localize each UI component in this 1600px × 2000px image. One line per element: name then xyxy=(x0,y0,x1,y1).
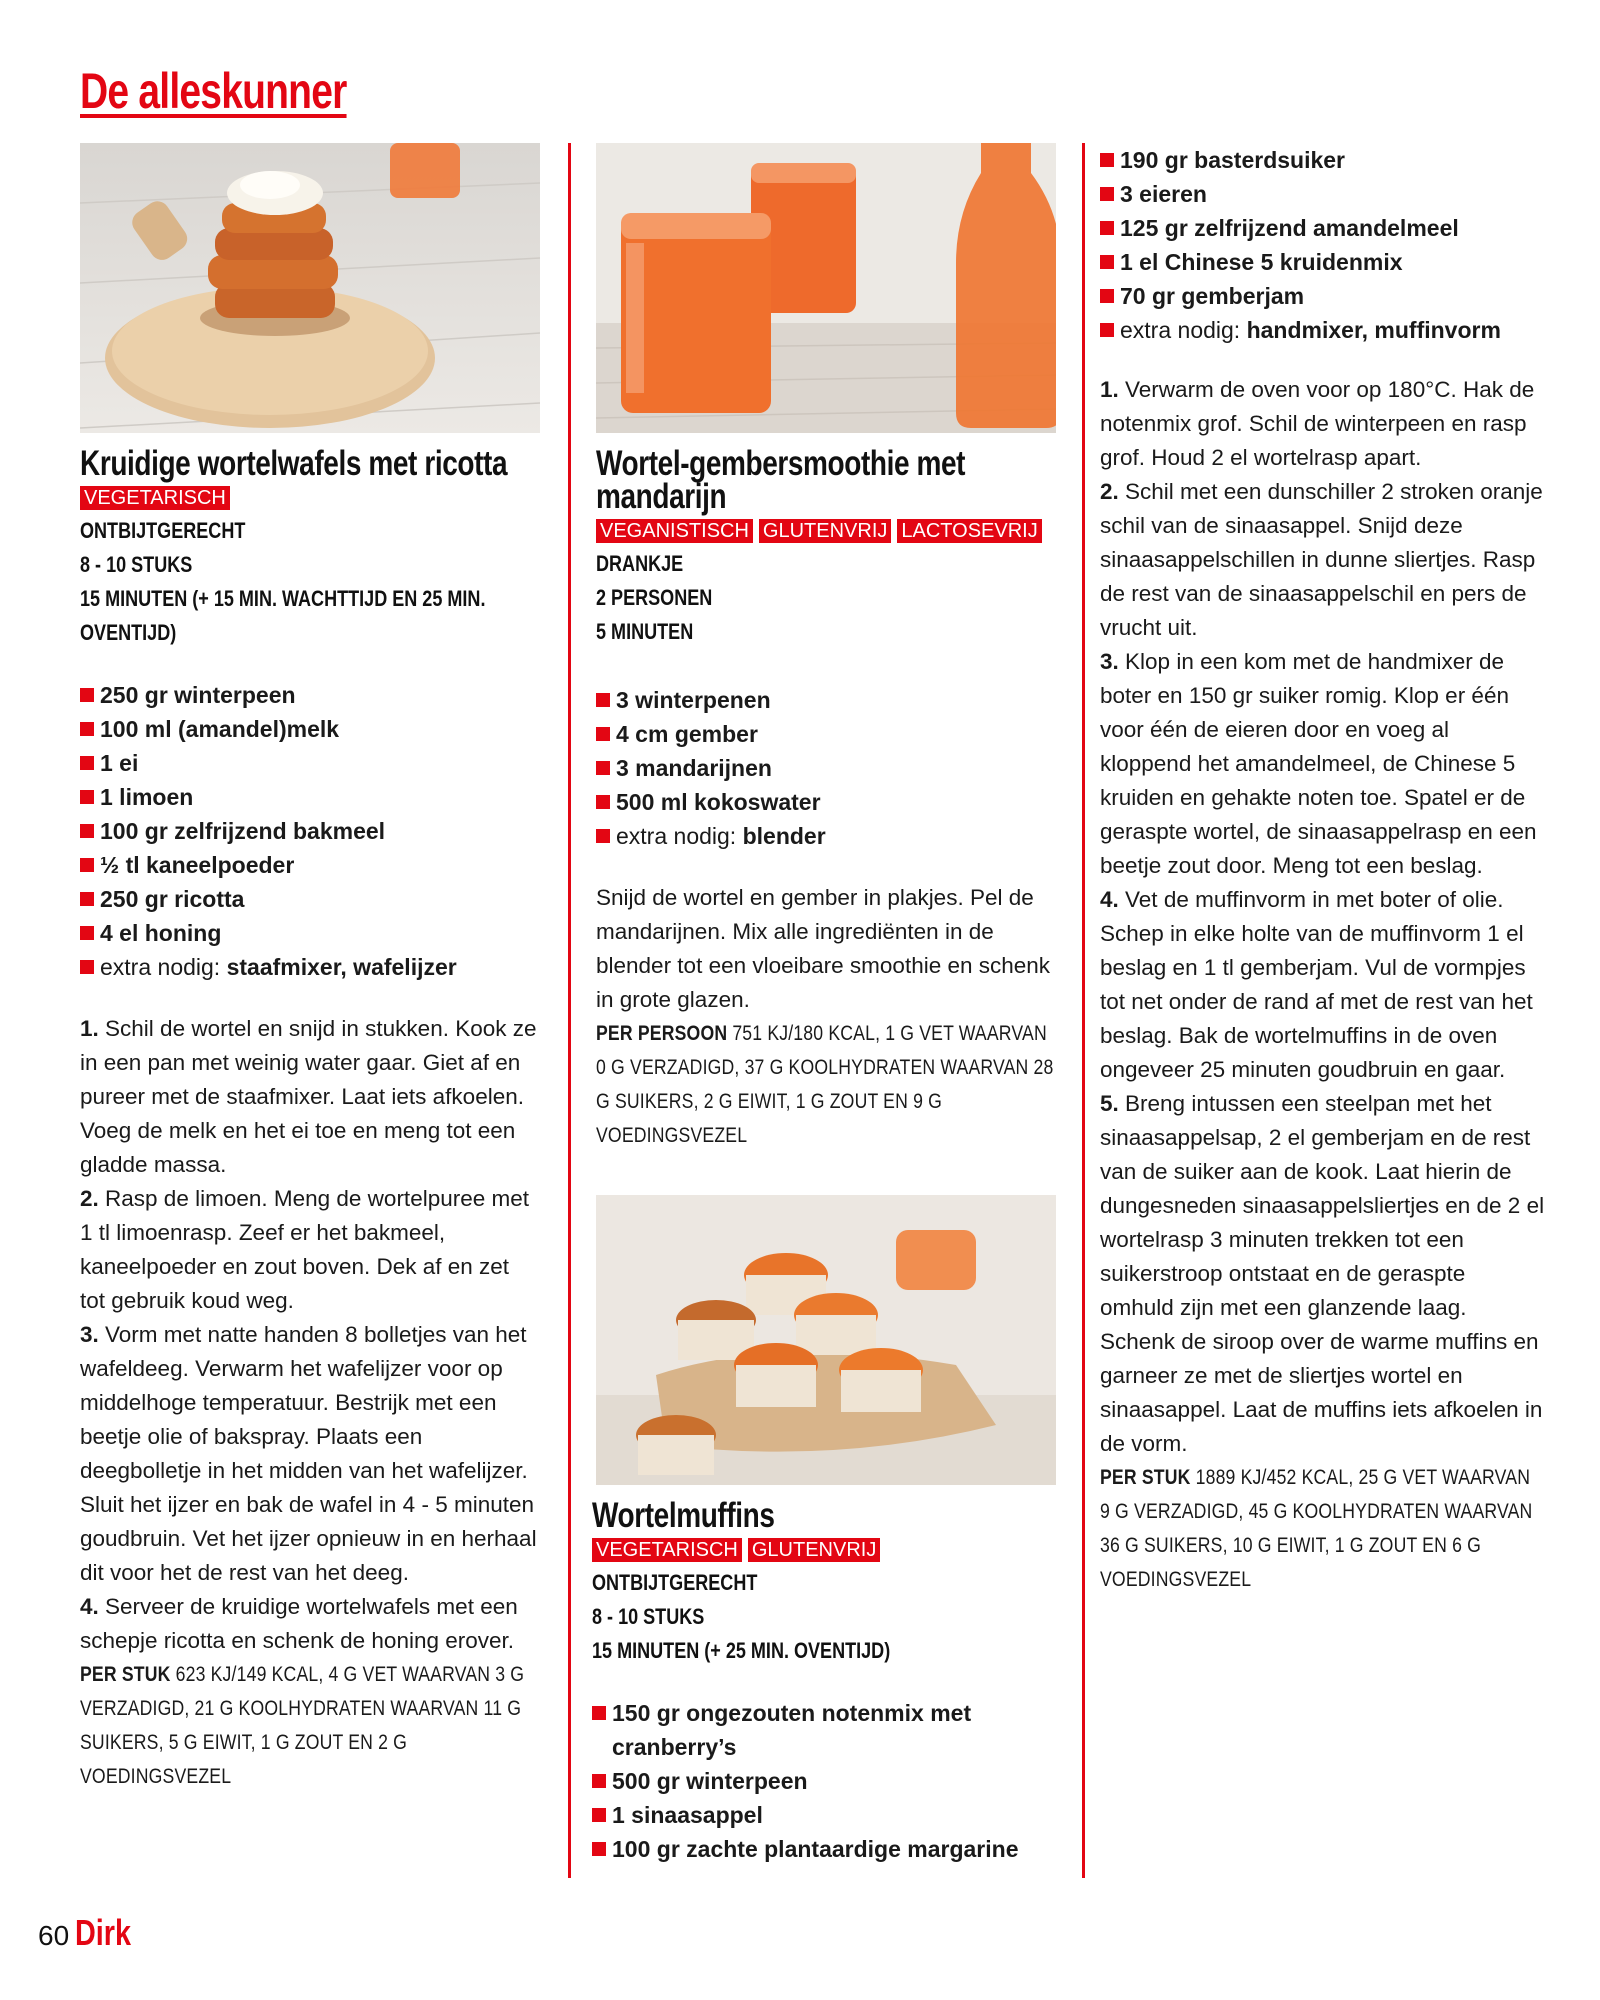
nutrition-lead: PER STUK xyxy=(80,1663,171,1686)
ingredient: 3 winterpenen xyxy=(596,683,1056,717)
column-divider xyxy=(568,143,571,1878)
recipe-type: ONTBIJTGERECHT xyxy=(592,1570,758,1595)
recipe-title: Kruidige wortelwafels met ricotta xyxy=(80,444,508,483)
extra-value: staafmixer, wafelijzer xyxy=(226,954,457,980)
step xyxy=(80,1182,540,1318)
extra-value: blender xyxy=(742,823,826,849)
step-number: 3. xyxy=(1100,649,1119,674)
nutrition-values: 623 KJ/149 KCAL, 4 G VET WAARVAN 3 G VERZADIGD, 21 G KOOLHYDRATEN WAARVAN 11 G SUIKERS, 5 G EIWIT, 1 G ZOUT EN 2 G VOEDINGSVEZEL xyxy=(80,1663,525,1788)
step xyxy=(80,1012,540,1182)
ingredient: 100 ml (amandel)melk xyxy=(80,712,540,746)
muffins-photo xyxy=(596,1195,1056,1485)
step-number: 5. xyxy=(1100,1091,1119,1116)
ingredient: 3 mandarijnen xyxy=(596,751,1056,785)
recipe-time: 15 MINUTEN (+ 15 MIN. WACHTTIJD EN 25 MIN. OVENTIJD) xyxy=(80,586,486,645)
recipe-servings: 8 - 10 STUKS xyxy=(592,1604,705,1629)
step xyxy=(1100,645,1545,883)
nutrition-lead: PER PERSOON xyxy=(596,1022,728,1045)
diet-tag: VEGANISTISCH xyxy=(596,519,753,543)
nutrition-info xyxy=(80,1658,540,1794)
ingredient-list xyxy=(80,678,540,984)
method-steps xyxy=(80,1012,540,1658)
waffles-photo xyxy=(80,143,540,433)
extra-equipment xyxy=(596,819,1056,853)
step-number: 2. xyxy=(80,1186,99,1211)
ingredient-list xyxy=(596,683,1056,853)
diet-tag: VEGETARISCH xyxy=(592,1538,742,1562)
nutrition-lead: PER STUK xyxy=(1100,1466,1191,1489)
step-text: Vet de muffinvorm in met boter of olie. Schep in elke holte van de muffinvorm 1 el beslag en 1 tl gemberjam. Vul de vormpjes tot net onder de rand af met de rest van het beslag. Bak de wortelmuffins in de oven ongeveer 25 minuten goudbruin en gaar. xyxy=(1100,887,1533,1082)
page-footer xyxy=(38,1912,145,1954)
method-text: Snijd de wortel en gember in plakjes. Pel de mandarijnen. Mix alle ingrediënten in de blender tot een vloeibare smoothie en schenk in grote glazen. xyxy=(596,885,1051,1012)
ingredient: 1 el Chinese 5 kruidenmix xyxy=(1100,245,1545,279)
diet-tags xyxy=(80,486,540,510)
step-text: Rasp de limoen. Meng de wortelpuree met 1 tl limoenrasp. Zeef er het bakmeel, kaneelpoeder en zout boven. Dek af en zet tot gebruik koud weg. xyxy=(80,1186,530,1313)
nutrition-values: 751 KJ/180 KCAL, 1 G VET WAARVAN 0 G VERZADIGD, 37 G KOOLHYDRATEN WAARVAN 28 G SUIKERS, 2 G EIWIT, 1 G ZOUT EN 9 G VOEDINGSVEZEL xyxy=(596,1022,1054,1147)
ingredient: 100 gr zachte plantaardige margarine xyxy=(592,1832,1062,1866)
step-number: 2. xyxy=(1100,479,1119,504)
method-steps xyxy=(596,881,1056,1017)
ingredient: 1 ei xyxy=(80,746,540,780)
diet-tags xyxy=(592,1538,1062,1562)
step-text: Vorm met natte handen 8 bolletjes van het wafeldeeg. Verwarm het wafelijzer voor op middelhoge temperatuur. Bestrijk met een beetje olie of bakspray. Plaats een deegbolletje in het midden van het wafelijzer. Sluit het ijzer en bak de wafel in 4 - 5 minuten goudbruin. Vet het ijzer opnieuw in en herhaal dit voor het de rest van het deeg. xyxy=(80,1322,537,1585)
step-text: Klop in een kom met de handmixer de boter en 150 gr suiker romig. Klop er één voor één de eieren door en voeg al kloppend het amandelmeel, de Chinese 5 kruiden en gehakte noten toe. Spatel er de geraspte wortel, de sinaasappelrasp en een beetje zout door. Meng tot een beslag. xyxy=(1100,649,1537,878)
step xyxy=(1100,1087,1545,1461)
step-number: 3. xyxy=(80,1322,99,1347)
extra-equipment xyxy=(1100,313,1545,347)
ingredient: 250 gr ricotta xyxy=(80,882,540,916)
recipe-wortelmuffins xyxy=(592,1195,1062,1866)
extra-label: extra nodig: xyxy=(616,823,737,849)
diet-tag: VEGETARISCH xyxy=(80,486,230,510)
recipe-time: 15 MINUTEN (+ 25 MIN. OVENTIJD) xyxy=(592,1638,891,1663)
ingredient: 70 gr gemberjam xyxy=(1100,279,1545,313)
step-text: Serveer de kruidige wortelwafels met een schepje ricotta en schenk de honing erover. xyxy=(80,1594,518,1653)
ingredient: 150 gr ongezouten notenmix met cranberry’s xyxy=(592,1696,1062,1764)
step-text: Schil met een dunschiller 2 stroken oranje schil van de sinaasappel. Snijd deze sinaasappelschillen in dunne sliertjes. Rasp de rest van de sinaasappelschil en pers de vrucht uit. xyxy=(1100,479,1543,640)
ingredient: 500 gr winterpeen xyxy=(592,1764,1062,1798)
recipe-type: ONTBIJTGERECHT xyxy=(80,518,246,543)
ingredient: 1 sinaasappel xyxy=(592,1798,1062,1832)
diet-tag: GLUTENVRIJ xyxy=(759,519,891,543)
nutrition-info xyxy=(1100,1461,1545,1597)
extra-equipment xyxy=(80,950,540,984)
step-number: 1. xyxy=(1100,377,1119,402)
ingredient: ½ tl kaneelpoeder xyxy=(80,848,540,882)
recipe-wortelmuffins-continued xyxy=(1100,143,1545,1597)
ingredient: 190 gr basterdsuiker xyxy=(1100,143,1545,177)
step xyxy=(80,1590,540,1658)
ingredient: 1 limoen xyxy=(80,780,540,814)
recipe-wortelwafels xyxy=(80,143,540,1794)
step xyxy=(1100,373,1545,475)
page-title: De alleskunner xyxy=(80,63,347,119)
step-number: 1. xyxy=(80,1016,99,1041)
smoothie-photo xyxy=(596,143,1056,433)
page-number: 60 xyxy=(38,1920,70,1951)
ingredient: 4 cm gember xyxy=(596,717,1056,751)
diet-tag: GLUTENVRIJ xyxy=(748,1538,880,1562)
step-text: Schil de wortel en snijd in stukken. Kook ze in een pan met weinig water gaar. Giet af en pureer met de staafmixer. Laat iets afkoelen. Voeg de melk en het ei toe en meng tot een gladde massa. xyxy=(80,1016,537,1177)
column-divider xyxy=(1082,143,1085,1878)
recipe-title: Wortelmuffins xyxy=(592,1496,775,1535)
step xyxy=(1100,883,1545,1087)
ingredient-list xyxy=(1100,143,1545,347)
recipe-smoothie xyxy=(596,143,1056,1153)
ingredient-list xyxy=(592,1696,1062,1866)
ingredient: 250 gr winterpeen xyxy=(80,678,540,712)
extra-label: extra nodig: xyxy=(1120,317,1241,343)
recipe-time: 5 MINUTEN xyxy=(596,619,694,644)
step-text: Verwarm de oven voor op 180°C. Hak de notenmix grof. Schil de winterpeen en rasp grof. Houd 2 el wortelrasp apart. xyxy=(1100,377,1535,470)
ingredient: 100 gr zelfrijzend bakmeel xyxy=(80,814,540,848)
ingredient: 125 gr zelfrijzend amandelmeel xyxy=(1100,211,1545,245)
step xyxy=(80,1318,540,1590)
step xyxy=(1100,475,1545,645)
diet-tag: LACTOSEVRIJ xyxy=(897,519,1041,543)
nutrition-info xyxy=(596,1017,1056,1153)
recipe-title: Wortel-gembersmoothie met mandarijn xyxy=(596,444,966,516)
ingredient: 3 eieren xyxy=(1100,177,1545,211)
step-text: Breng intussen een steelpan met het sinaasappelsap, 2 el gemberjam en de rest van de suiker aan de kook. Laat hierin de dungesneden sinaasappelsliertjes en de 2 el wortelrasp 3 minuten trekken tot een suikerstroop ontstaat en de geraspte omhuld zijn met een glanzende laag. Schenk de siroop over de warme muffins en garneer ze met de sliertjes wortel en sinaasappel. Laat de muffins iets afkoelen in de vorm. xyxy=(1100,1091,1545,1456)
ingredient: 4 el honing xyxy=(80,916,540,950)
step-number: 4. xyxy=(80,1594,99,1619)
method-steps xyxy=(1100,373,1545,1461)
extra-label: extra nodig: xyxy=(100,954,221,980)
brand-logo: Dirk xyxy=(75,1912,132,1953)
step-number: 4. xyxy=(1100,887,1119,912)
recipe-type: DRANKJE xyxy=(596,551,684,576)
diet-tags xyxy=(596,519,1056,543)
ingredient: 500 ml kokoswater xyxy=(596,785,1056,819)
nutrition-values: 1889 KJ/452 KCAL, 25 G VET WAARVAN 9 G VERZADIGD, 45 G KOOLHYDRATEN WAARVAN 36 G SUIKERS, 10 G EIWIT, 1 G ZOUT EN 6 G VOEDINGSVEZEL xyxy=(1100,1466,1533,1591)
recipe-servings: 8 - 10 STUKS xyxy=(80,552,193,577)
recipe-servings: 2 PERSONEN xyxy=(596,585,713,610)
extra-value: handmixer, muffinvorm xyxy=(1246,317,1501,343)
